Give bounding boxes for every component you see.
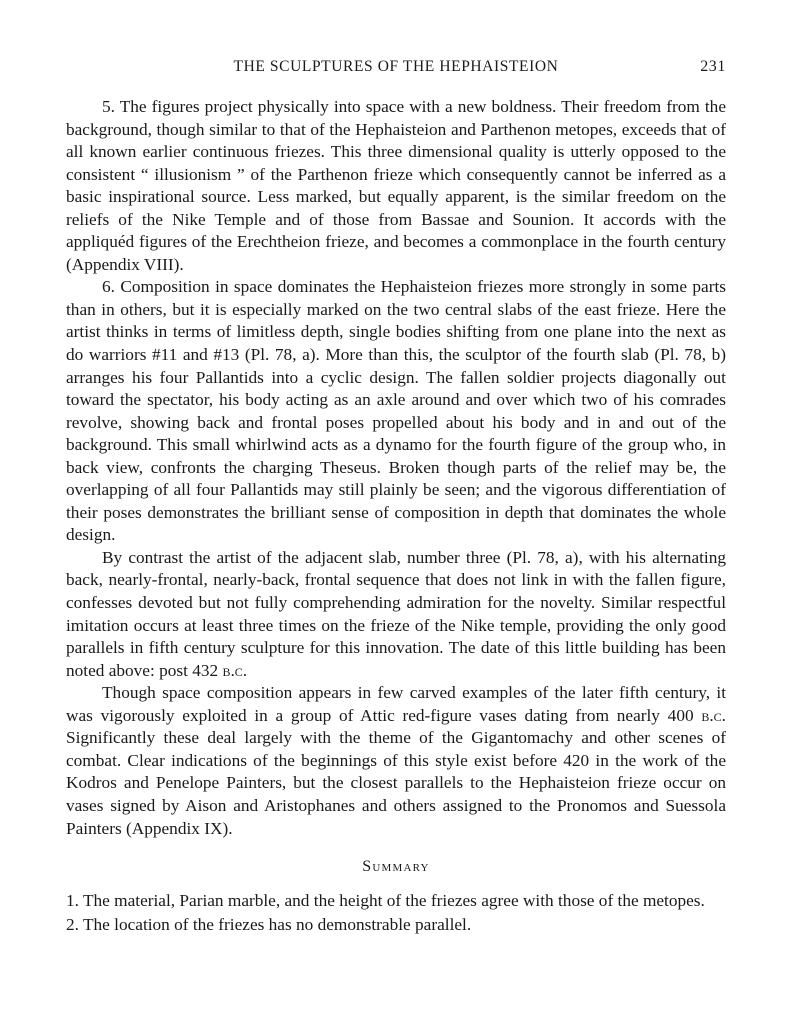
page-number: 231 xyxy=(700,58,726,75)
running-title: THE SCULPTURES OF THE HEPHAISTEION xyxy=(233,58,559,75)
paragraph-contrast xyxy=(66,547,726,682)
paragraph-text: Significantly these deal largely with the theme of the Gigantomachy and other scenes of combat. Clear indications of the beginnings of this style exist before 420 in the work of the Kodros and Penelope Painters, but the closest parallels to the Hephaisteion frieze occur on vases signed by Aison and Aristophanes and others assigned to the Pronomos and Suessola Painters (Appendix IX). xyxy=(66,728,726,838)
paragraph-5: 5. The figures project physically into space with a new boldness. Their freedom from the background, though similar to that of the Hephaisteion and Parthenon metopes, exceeds that of all known earlier continuous friezes. This three dimensional quality is utterly opposed to the consistent “ illusionism ” of the Parthenon frieze which consequently cannot be inferred as a basic inspirational source. Less marked, but equally apparent, is the similar freedom on the reliefs of the Nike Temple and of those from Bassae and Sounion. It accords with the appliquéd figures of the Erechtheion frieze, and becomes a commonplace in the fourth century (Appendix VIII). xyxy=(66,97,726,274)
paragraph-text: Though space composition appears in few carved examples of the later fifth century, it was vigorously exploited in a group of Attic red-figure vases dating from nearly 400 xyxy=(66,683,726,725)
era-abbreviation: b.c. xyxy=(701,705,726,725)
running-head xyxy=(66,56,726,82)
page xyxy=(66,56,726,937)
paragraph-space-composition xyxy=(66,682,726,840)
paragraph-text: By contrast the artist of the adjacent slab, number three (Pl. 78, a), with his alternating back, nearly-frontal, nearly-back, frontal sequence that does not link in with the fallen figure, confesses devoted but not fully comprehending admiration for the novelty. Similar respectful imitation occurs at least three times on the frieze of the Nike temple, providing the only good parallels in fifth century sculpture for this innovation. The date of this little building has been noted above: post 432 xyxy=(66,547,726,680)
summary-heading: Summary xyxy=(362,858,430,876)
summary-list xyxy=(66,889,726,937)
body-text xyxy=(66,96,726,840)
summary-item: 1. The material, Parian marble, and the height of the friezes agree with those of the metopes. xyxy=(66,891,705,911)
summary-item: 2. The location of the friezes has no demonstrable parallel. xyxy=(66,915,472,935)
paragraph-6: 6. Composition in space dominates the Hephaisteion friezes more strongly in some parts than in others, but it is especially marked on the two central slabs of the east frieze. Here the artist thinks in terms of limitless depth, single bodies shifting from one plane into the next as do warriors #11 and #13 (Pl. 78, a). More than this, the sculptor of the fourth slab (Pl. 78, b) arranges his four Pallantids into a cyclic design. The fallen soldier projects diagonally out toward the spectator, his body acting as an axle around and over which two of his comrades revolve, showing back and frontal poses propelled about his body and in and out of the background. This small whirlwind acts as a dynamo for the fourth figure of the group who, in back view, confronts the charging Theseus. Broken though parts of the relief may be, the overlapping of all four Pallantids may still plainly be seen; and the vigorous differentiation of their poses demonstrates the brilliant sense of composition in depth that dominates the whole design. xyxy=(66,277,726,545)
era-abbreviation: b.c. xyxy=(222,660,248,680)
